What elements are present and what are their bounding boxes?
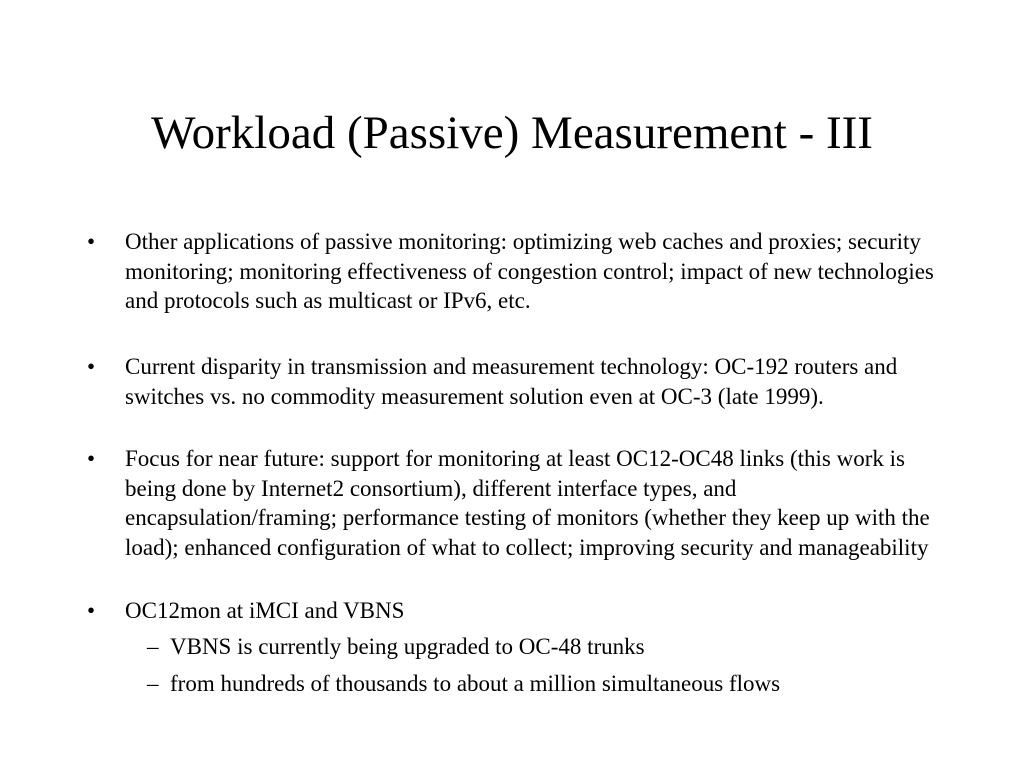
bullet-item-3-text: Focus for near future: support for monitoring at least OC12-OC48 links (this work is being done by Internet2 consortium), different interface types, and encapsulation/framing; performance testing of monitors (whether they keep up with the load); enhanced configuration of what to collect; improving security and manageability [125, 446, 930, 560]
bullet-marker: • [87, 598, 96, 623]
bullet-item-4-text: OC12mon at iMCI and VBNS [125, 598, 405, 623]
bullet-item-1-text: Other applications of passive monitoring: optimizing web caches and proxies; security monitoring; monitoring effectiveness of congestion control; impact of new technologies and protocols such as multicast or IPv6, etc. [125, 229, 934, 313]
sub-bullet-marker: – [147, 671, 159, 696]
bullet-marker: • [87, 446, 96, 471]
sub-item-1-text: VBNS is currently being upgraded to OC-48 trunks [170, 634, 645, 659]
sub-item-2-text: from hundreds of thousands to about a million simultaneous flows [170, 671, 781, 696]
bullet-marker: • [87, 354, 96, 379]
bullet-item-2-text: Current disparity in transmission and measurement technology: OC-192 routers and switches vs. no commodity measurement solution even at OC-3 (late 1999). [125, 354, 898, 409]
sub-bullet-marker: – [147, 634, 159, 659]
bullet-marker: • [87, 229, 96, 254]
slide-title: Workload (Passive) Measurement - III [151, 107, 873, 159]
